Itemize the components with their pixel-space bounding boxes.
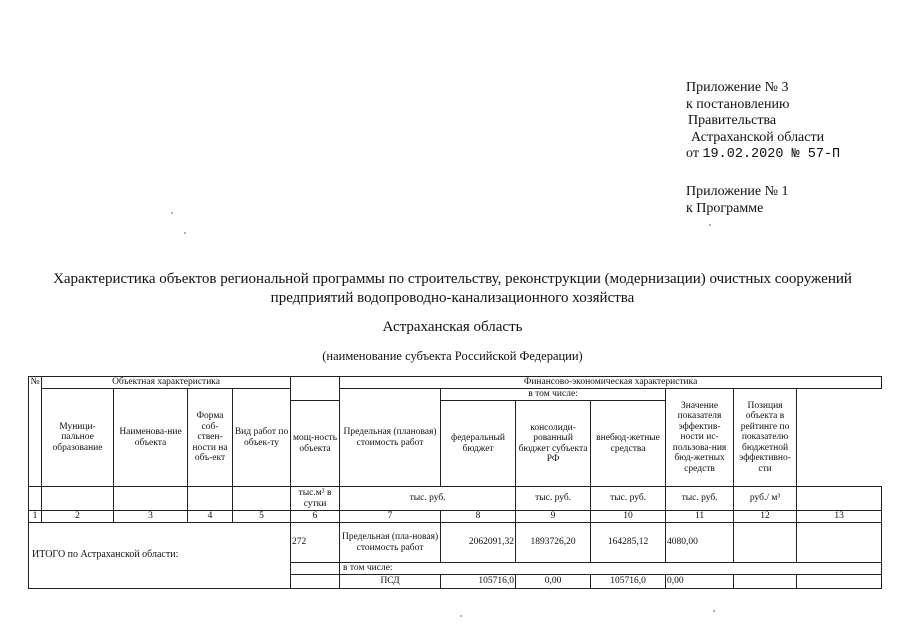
region-note: (наименование субъекта Российской Федерации) xyxy=(322,349,583,363)
header-num: № xyxy=(29,377,42,487)
col-number: 4 xyxy=(188,511,233,523)
unit-federal: тыс. руб. xyxy=(516,487,591,511)
col-number: 8 xyxy=(441,511,516,523)
scan-speck xyxy=(171,212,173,214)
unit-consolidated: тыс. руб. xyxy=(591,487,666,511)
unit-empty xyxy=(42,487,114,511)
unit-empty xyxy=(233,487,291,511)
total-extrabudget: 4080,00 xyxy=(666,523,734,563)
unit-empty xyxy=(797,487,882,511)
psd-federal: 0,00 xyxy=(516,574,591,588)
total-cost-value: 2062091,32 xyxy=(441,523,516,563)
header-max-cost: Предельная (плановая) стоимость работ xyxy=(340,389,441,487)
col-number: 5 xyxy=(233,511,291,523)
appendix-3-line2: к постановлению xyxy=(686,96,790,112)
region-name: Астраханская область xyxy=(382,319,523,335)
unit-extrabudget: тыс. руб. xyxy=(666,487,734,511)
total-federal: 1893726,20 xyxy=(516,523,591,563)
col-number: 13 xyxy=(797,511,882,523)
psd-consolidated: 105716,0 xyxy=(591,574,666,588)
header-finance-char: Финансово-экономическая характеристика xyxy=(340,377,882,389)
header-empty-cell xyxy=(291,377,340,401)
col-number: 10 xyxy=(591,511,666,523)
psd-empty xyxy=(291,574,340,588)
appendix-1-line2: к Программе xyxy=(686,200,764,216)
header-rating: Позиция объекта в рейтинге по показателю бюджетной эффективно-сти xyxy=(734,389,797,487)
psd-indicator xyxy=(734,574,797,588)
header-indicator: Значение показателя эффектив-ности ис-пользова-ния бюд-жетных средств xyxy=(666,389,734,487)
total-indicator xyxy=(734,523,797,563)
total-cost-label: Предельная (пла-новая) стоимость работ xyxy=(340,523,441,563)
col-number: 9 xyxy=(516,511,591,523)
psd-rating xyxy=(797,574,882,588)
col-number: 12 xyxy=(734,511,797,523)
date-value: 19.02.2020 № 57-П xyxy=(702,147,841,162)
col-number: 7 xyxy=(340,511,441,523)
scan-speck xyxy=(460,615,462,617)
header-including: в том числе: xyxy=(441,389,666,401)
header-ownership: Форма соб-ствен-ности на объ-ект xyxy=(188,389,233,487)
including-label: в том числе: xyxy=(340,563,882,575)
appendix-3-line3: Правительства xyxy=(688,113,777,128)
unit-empty xyxy=(29,487,42,511)
header-object-char: Объектная характеристика xyxy=(42,377,291,389)
appendix-3-line4: Астраханской области xyxy=(691,129,825,145)
appendix-3-title: Приложение № 3 xyxy=(686,80,789,95)
psd-extrabudget: 0,00 xyxy=(666,574,734,588)
col-number: 11 xyxy=(666,511,734,523)
total-rating xyxy=(797,523,882,563)
total-label: ИТОГО по Астраханской области: xyxy=(29,523,291,589)
date-prefix: от xyxy=(686,146,699,161)
objects-table xyxy=(28,376,882,589)
col-number: 1 xyxy=(29,511,42,523)
psd-cost: 105716,0 xyxy=(441,574,516,588)
appendix-3-date-line xyxy=(686,146,840,164)
scan-speck xyxy=(709,224,711,226)
header-municipality: Муници-пальное образование xyxy=(42,389,114,487)
scan-speck xyxy=(184,232,186,234)
appendix-1-block xyxy=(686,184,789,217)
header-object-name: Наименова-ние объекта xyxy=(114,389,188,487)
unit-empty xyxy=(188,487,233,511)
unit-cost: тыс. руб. xyxy=(340,487,516,511)
col-number: 6 xyxy=(291,511,340,523)
psd-label: ПСД xyxy=(340,574,441,588)
col-number: 2 xyxy=(42,511,114,523)
document-title-line2: предприятий водопроводно-канализационного хозяйства xyxy=(270,290,635,306)
unit-capacity: тыс.м³ в сутки xyxy=(291,487,340,511)
col-number: 3 xyxy=(114,511,188,523)
total-consolidated: 164285,12 xyxy=(591,523,666,563)
header-federal: федеральный бюджет xyxy=(441,401,516,487)
including-empty xyxy=(291,563,340,575)
header-capacity: мощ-ность объекта xyxy=(291,401,340,487)
unit-indicator: руб./ м³ xyxy=(734,487,797,511)
document-title-line1: Характеристика объектов региональной программы по строительству, реконструкции (модернизации) очистных сооружений xyxy=(53,271,852,287)
total-capacity: 272 xyxy=(291,523,340,563)
header-extrabudget: внебюд-жетные средства xyxy=(591,401,666,487)
appendix-1-title: Приложение № 1 xyxy=(686,184,789,199)
header-consolidated: консолиди-рованный бюджет субъекта РФ xyxy=(516,401,591,487)
unit-empty xyxy=(114,487,188,511)
appendix-3-block xyxy=(686,80,840,164)
header-work-type: Вид работ по объек-ту xyxy=(233,389,291,487)
scan-speck xyxy=(713,610,715,612)
